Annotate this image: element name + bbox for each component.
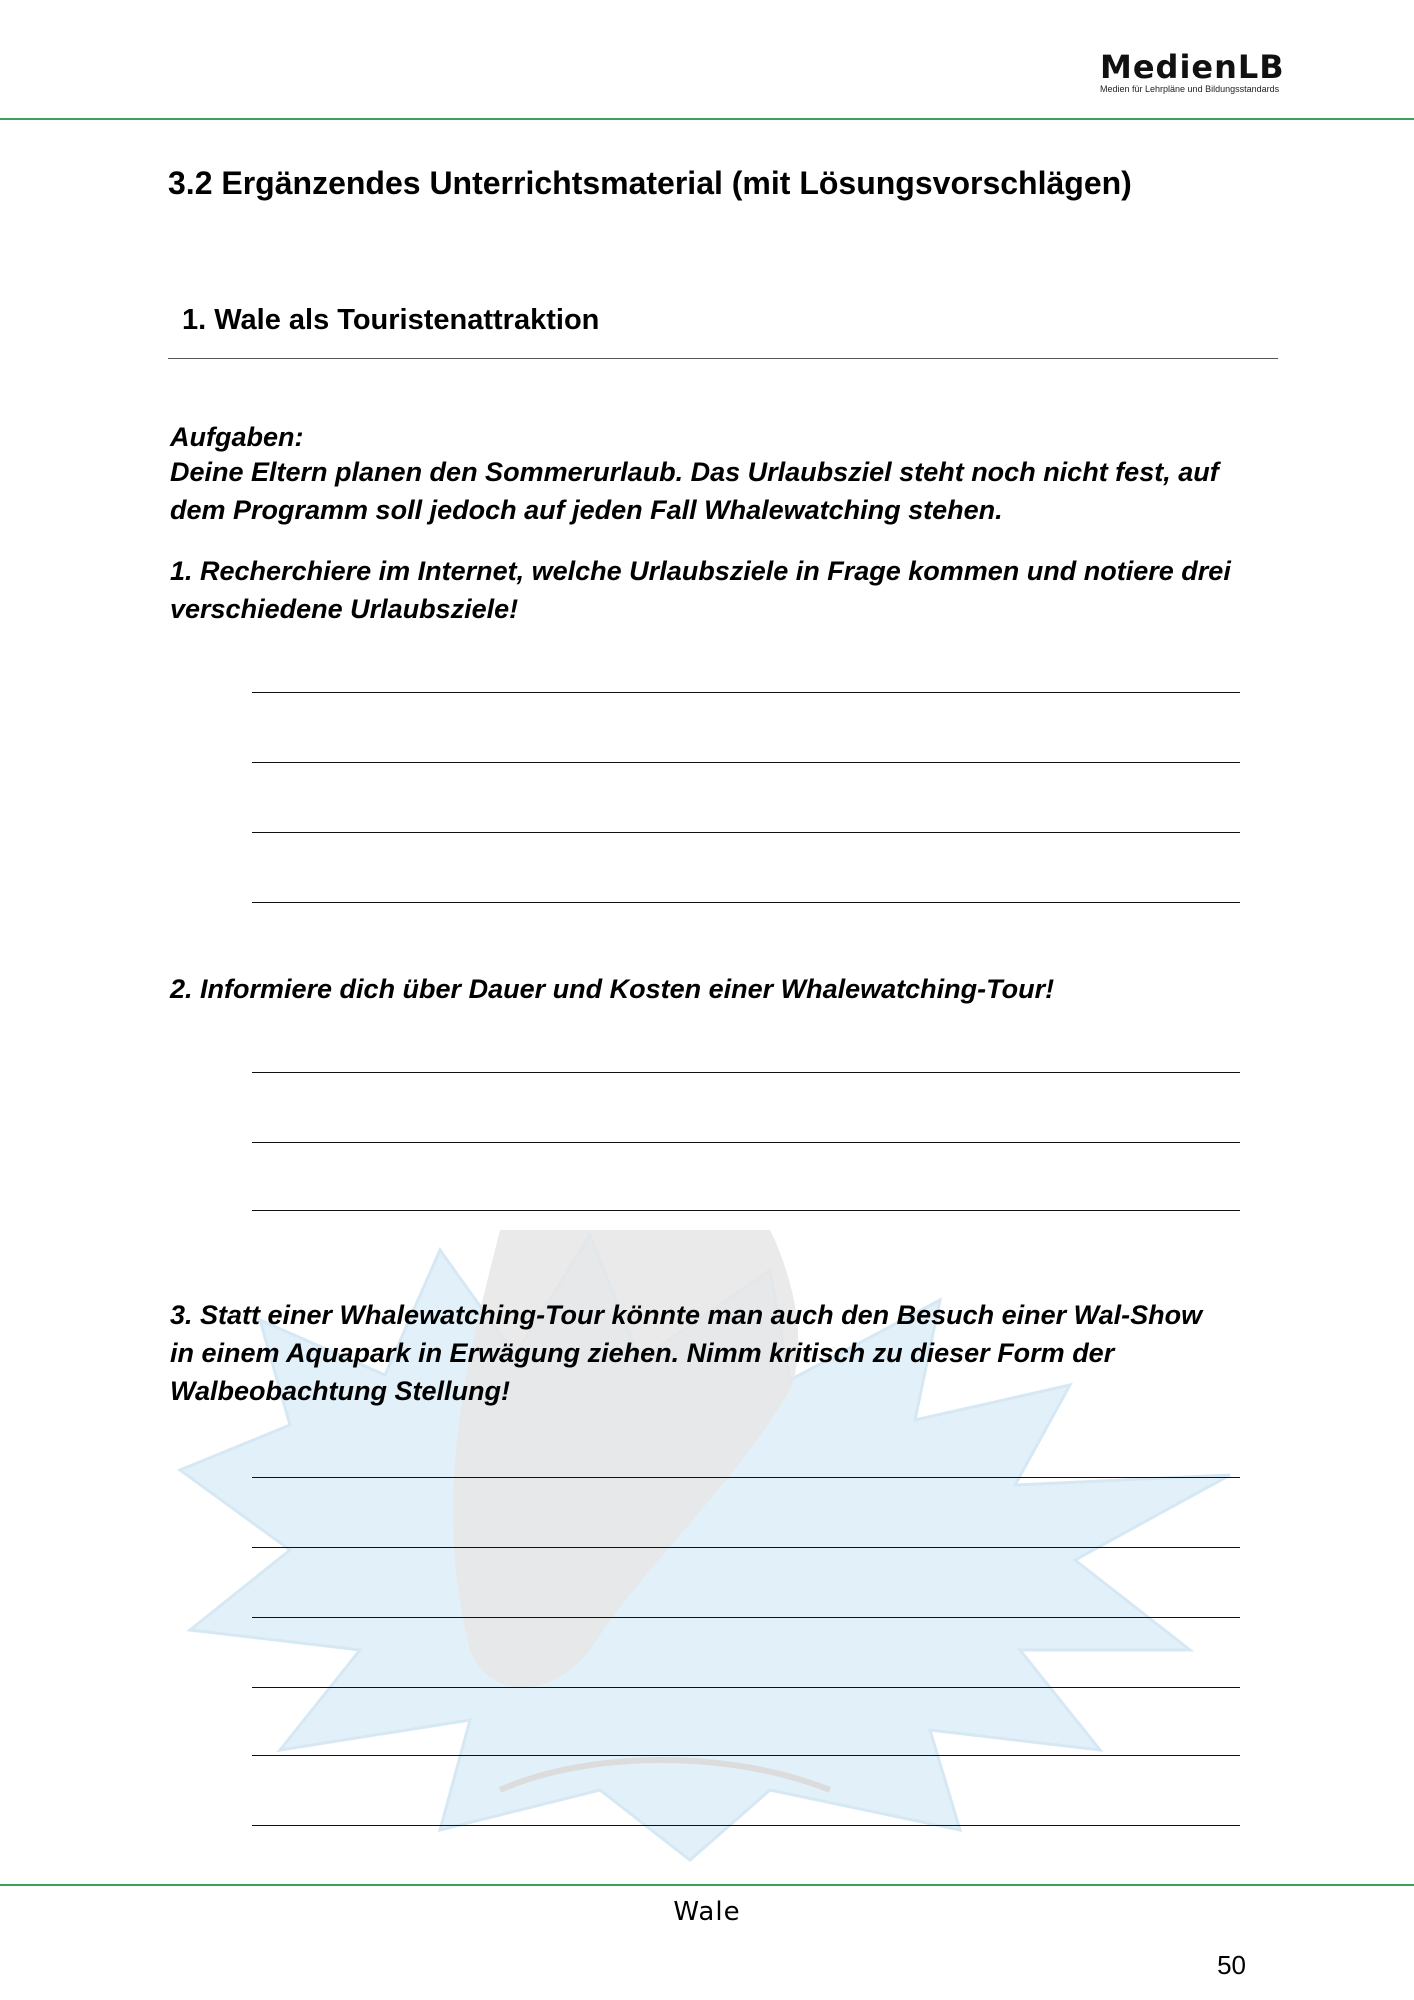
task-3-answer-line-5[interactable]	[252, 1755, 1240, 1756]
task-1-answer-line-1[interactable]	[252, 692, 1240, 693]
tasks-intro: Deine Eltern planen den Sommerurlaub. Das Urlaubsziel steht noch nicht fest, auf dem Programm soll jedoch auf jeden Fall Whalewatching stehen.	[170, 457, 1219, 525]
section-title: 3.2 Ergänzendes Unterrichtsmaterial (mit Lösungsvorschlägen)	[168, 165, 1132, 201]
task-2-answer-line-2[interactable]	[252, 1142, 1240, 1143]
task-1-answer-line-2[interactable]	[252, 762, 1240, 763]
task-2-answer-line-1[interactable]	[252, 1072, 1240, 1073]
subsection-divider	[168, 358, 1278, 359]
task-3-text: 3. Statt einer Whalewatching-Tour könnte man auch den Besuch einer Wal-Show in einem Aquapark in Erwägung ziehen. Nimm kritisch zu dieser Form der Walbeobachtung Stellung!	[170, 1300, 1203, 1406]
task-1-text: 1. Recherchiere im Internet, welche Urlaubsziele in Frage kommen und notiere drei verschiedene Urlaubsziele!	[170, 556, 1231, 624]
task-3-answer-line-3[interactable]	[252, 1617, 1240, 1618]
task-3-answer-line-4[interactable]	[252, 1687, 1240, 1688]
task-1-answer-line-4[interactable]	[252, 902, 1240, 903]
footer-rule	[0, 1884, 1414, 1886]
subsection-title: 1. Wale als Touristenattraktion	[182, 304, 600, 336]
task-3-answer-line-1[interactable]	[252, 1477, 1240, 1478]
page-number: 50	[1217, 1950, 1246, 1980]
task-2-answer-line-3[interactable]	[252, 1210, 1240, 1211]
header-rule	[0, 118, 1414, 120]
task-3-answer-line-2[interactable]	[252, 1547, 1240, 1548]
logo-subtitle: Medien für Lehrpläne und Bildungsstandards	[1100, 84, 1280, 94]
medienlb-logo	[1100, 50, 1300, 94]
task-3-answer-line-6[interactable]	[252, 1825, 1240, 1826]
task-1-answer-line-3[interactable]	[252, 832, 1240, 833]
tasks-heading: Aufgaben:	[170, 422, 304, 452]
logo-title: MedienLB	[1100, 48, 1285, 86]
footer-title: Wale	[673, 1897, 741, 1927]
task-2-text: 2. Informiere dich über Dauer und Kosten einer Whalewatching-Tour!	[170, 974, 1055, 1004]
